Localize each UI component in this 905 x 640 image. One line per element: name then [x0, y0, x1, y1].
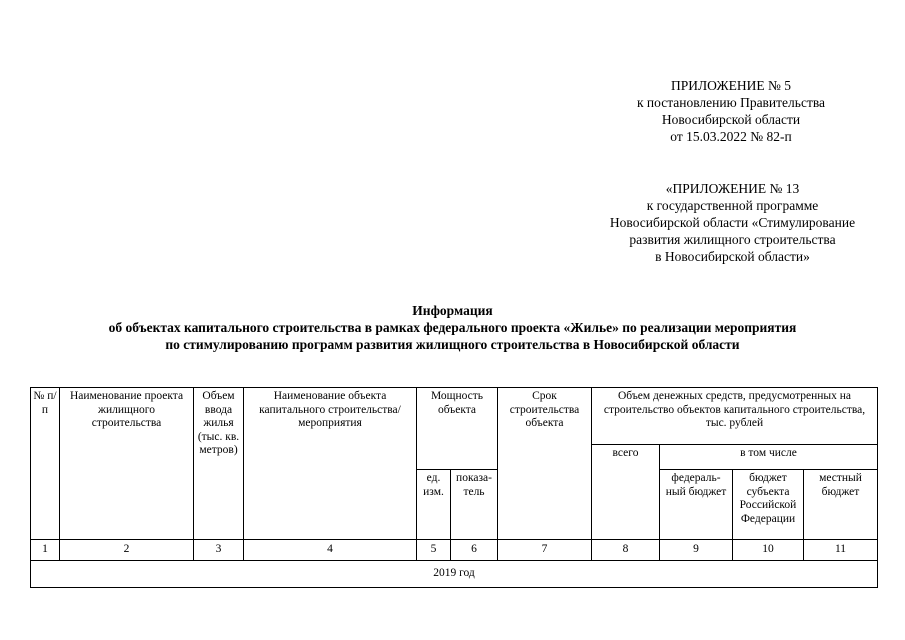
appendix-13-line: к государственной программе — [646, 198, 819, 213]
appendix-5-line: ПРИЛОЖЕНИЕ № 5 — [670, 78, 792, 93]
header-unit: ед. изм. — [417, 470, 451, 540]
column-numbers-row — [31, 540, 878, 561]
year-label: 2019 год — [31, 561, 878, 588]
header-object-name: Наименование объекта капитального строительства/мероприятия — [244, 388, 417, 540]
objects-table — [30, 387, 878, 588]
header-term: Срок строительства объекта — [498, 388, 592, 540]
column-number: 10 — [733, 540, 804, 561]
header-funds: Объем денежных средств, предусмотренных на строительство объектов капитального строительства, тыс. рублей — [592, 388, 878, 445]
appendix-13-header — [585, 180, 880, 265]
column-number: 2 — [60, 540, 194, 561]
column-number: 7 — [498, 540, 592, 561]
header-including: в том числе — [660, 445, 878, 470]
title-line: Информация — [412, 303, 493, 318]
year-section-row — [31, 561, 878, 588]
header-federal: федераль-ный бюджет — [660, 470, 733, 540]
appendix-13-line: Новосибирской области «Стимулирование — [609, 215, 856, 230]
appendix-13-line: «ПРИЛОЖЕНИЕ № 13 — [665, 181, 800, 196]
header-project-name: Наименование проекта жилищного строительства — [60, 388, 194, 540]
appendix-13-line: в Новосибирской области» — [655, 249, 810, 264]
header-volume: Объем ввода жилья (тыс. кв. метров) — [194, 388, 244, 540]
appendix-13-line: развития жилищного строительства — [629, 232, 836, 247]
header-local: местный бюджет — [804, 470, 878, 540]
column-number: 8 — [592, 540, 660, 561]
header-regional: бюджет субъекта Российской Федерации — [733, 470, 804, 540]
column-number: 3 — [194, 540, 244, 561]
document-title — [20, 302, 885, 353]
column-number: 5 — [417, 540, 451, 561]
column-number: 6 — [451, 540, 498, 561]
column-number: 11 — [804, 540, 878, 561]
header-indicator: показа-тель — [451, 470, 498, 540]
title-line: об объектах капитального строительства в рамках федерального проекта «Жилье» по реализации мероприятия — [108, 320, 797, 335]
column-number: 1 — [31, 540, 60, 561]
appendix-5-line: Новосибирской области — [661, 112, 801, 127]
appendix-5-line: от 15.03.2022 № 82-п — [670, 129, 792, 144]
header-capacity: Мощность объекта — [417, 388, 498, 470]
header-num: № п/п — [31, 388, 60, 540]
appendix-5-line: к постановлению Правительства — [636, 95, 826, 110]
column-number: 4 — [244, 540, 417, 561]
appendix-5-header — [600, 77, 862, 145]
column-number: 9 — [660, 540, 733, 561]
header-total: всего — [592, 445, 660, 540]
title-line: по стимулированию программ развития жилищного строительства в Новосибирской области — [165, 337, 740, 352]
